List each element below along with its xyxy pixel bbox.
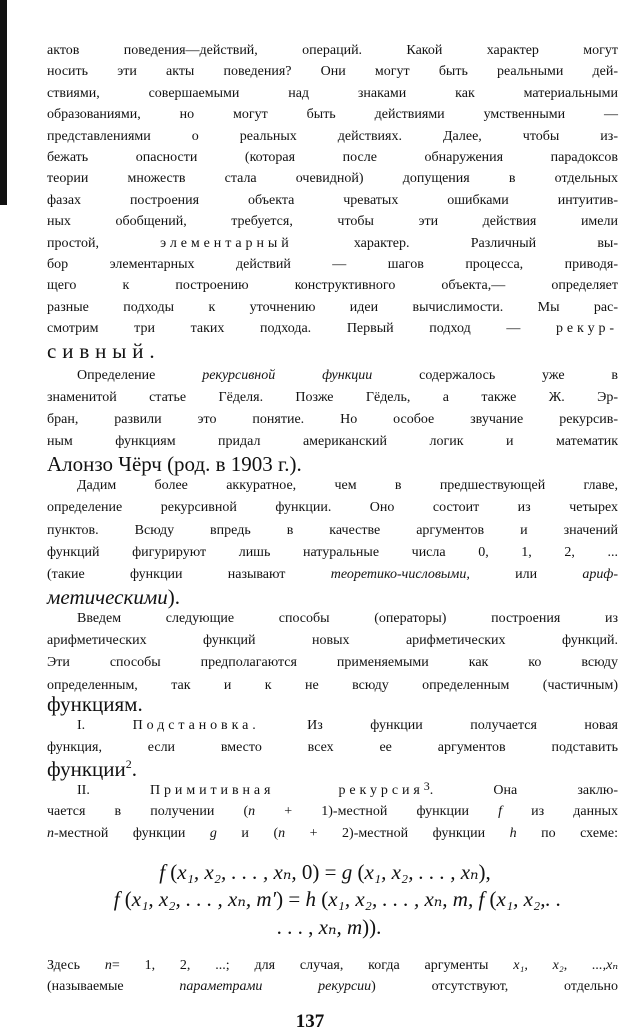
text-run: функций фигурируют лишь натуральные числа 0, 1, 2, ... <box>47 545 618 560</box>
text-line <box>47 430 618 454</box>
text-run: ствиями, совершаемыми над знаками как материальными <box>47 86 618 101</box>
text-run: содержалось уже в <box>372 368 619 383</box>
text-run: арифметических функций новых арифметических функций. <box>47 633 618 648</box>
italic-text: f <box>113 887 120 911</box>
text-line <box>47 692 618 716</box>
text-run: -местной функции <box>54 826 210 841</box>
text-run: (такие функции называют <box>47 567 331 582</box>
text-run: 0) = <box>296 860 342 884</box>
formula-line <box>55 887 620 911</box>
text-run: бран, развили это понятие. Но особое звучание рекурсив- <box>47 412 618 427</box>
text-run: + 1)-местной функции <box>255 804 499 819</box>
text-run: ) = <box>276 887 306 911</box>
italic-text: h <box>305 887 316 911</box>
text-line <box>47 585 618 609</box>
spaced-text: Подстановка. <box>132 718 260 733</box>
text-run: определение рекурсивной функции. Оно состоит из четырех <box>47 500 618 515</box>
formula-line <box>110 860 540 884</box>
text-run: ( <box>352 860 365 884</box>
text-line <box>47 519 618 543</box>
italic-text: xₙ, m <box>318 915 363 939</box>
text-line <box>47 822 618 846</box>
text-run: (называемые <box>47 979 180 994</box>
text-run: функция, если вместо всех ее аргументов подставить <box>47 740 618 755</box>
text-run: фазах построения объекта чреватых ошибками интуитив- <box>47 193 618 208</box>
text-run: носить эти акты поведения? Они могут быть реальными дей- <box>47 64 618 79</box>
italic-text: x₁, x₂,. . <box>496 887 562 911</box>
text-run: ( <box>119 887 132 911</box>
italic-text: g <box>209 826 217 841</box>
text-run: ). <box>167 585 180 609</box>
text-line <box>47 757 618 781</box>
text-line <box>47 317 618 341</box>
italic-text: n <box>104 958 112 973</box>
italic-text: n <box>47 826 54 841</box>
text-line <box>47 714 618 738</box>
text-line <box>47 339 618 363</box>
italic-text: метическими <box>47 585 168 609</box>
text-run: бор элементарных действий — шагов процесса, приводя- <box>47 257 618 272</box>
text-run: ( <box>315 887 329 911</box>
spaced-text: рекур- <box>556 321 618 336</box>
text-line <box>47 274 618 298</box>
text-run: чается в получении ( <box>47 804 249 819</box>
text-run: . <box>131 757 137 781</box>
footnote-ref: 3 <box>423 779 430 793</box>
text-line <box>47 496 618 520</box>
text-line <box>47 60 618 84</box>
italic-text: n <box>278 826 286 841</box>
text-line <box>47 800 618 824</box>
text-run: определенным, так и к не всюду определенным (частичным) <box>47 678 618 693</box>
text-line <box>47 975 618 999</box>
text-run: Здесь <box>47 958 105 973</box>
text-run: актов поведения—действий, операций. Какой характер могут <box>47 43 618 58</box>
text-run: теории множеств стала очевидной) допущения в отдельных <box>47 171 618 186</box>
footnote-ref: 2 <box>125 757 132 771</box>
text-line <box>47 408 618 432</box>
text-run: ных обобщений, требуется, чтобы эти действия имели <box>47 214 618 229</box>
italic-text: теоретико-числовыми, <box>330 567 470 582</box>
italic-text: x₁, x₂, . . . , xₙ, m′ <box>131 887 277 911</box>
page-edge-shadow <box>0 0 7 205</box>
text-line <box>47 651 618 675</box>
italic-text: x₁, x₂, ...,xₙ <box>513 958 618 973</box>
text-run: ным функциям придал американский логик и математик <box>47 434 618 449</box>
italic-text: ариф- <box>582 567 618 582</box>
text-run: Из функции получается новая <box>259 718 618 733</box>
text-run: ( <box>484 887 497 911</box>
text-line <box>47 541 618 565</box>
italic-text: x₁, x₂, . . . , xₙ <box>364 860 479 884</box>
text-run: ), <box>478 860 491 884</box>
spaced-text: Примитивная рекурсия <box>149 783 424 798</box>
italic-text: g <box>341 860 353 884</box>
spaced-text: элементарный <box>160 236 293 251</box>
text-line <box>47 607 618 631</box>
italic-text: параметрами рекурсии <box>179 979 372 994</box>
text-run: образованиями, но могут быть действиями умственными — <box>47 107 618 122</box>
text-run: Определение <box>77 368 203 383</box>
text-line <box>47 474 618 498</box>
text-line <box>47 103 618 127</box>
text-run: щего к построению конструктивного объекта,— определяет <box>47 278 618 293</box>
italic-text: рекурсивной функции <box>202 368 373 383</box>
text-line <box>47 452 618 476</box>
text-run: II. <box>77 783 150 798</box>
text-run: ) отсутствуют, отдельно <box>371 979 618 994</box>
text-line <box>47 386 618 410</box>
text-run: Введем следующие способы (операторы) построения из <box>77 611 618 626</box>
text-run: по схеме: <box>516 826 618 841</box>
text-line <box>47 364 618 388</box>
text-run: и ( <box>216 826 279 841</box>
text-run: представлениями о реальных действиях. Далее, чтобы из- <box>47 129 618 144</box>
text-line <box>47 210 618 234</box>
italic-text: n <box>248 804 256 819</box>
italic-text: f <box>159 860 166 884</box>
text-run: Дадим более аккуратное, чем в предшествующей главе, <box>77 478 618 493</box>
text-run: I. <box>77 718 133 733</box>
italic-text: h <box>509 826 517 841</box>
text-run: смотрим три таких подхода. Первый подход — <box>47 321 556 336</box>
text-run: функциям. <box>47 692 143 716</box>
text-run: из данных <box>501 804 618 819</box>
spaced-text: сивный <box>47 339 150 363</box>
text-run: Эти способы предполагаются применяемыми как ко всюду <box>47 655 618 670</box>
text-run: ( <box>165 860 178 884</box>
page-number: 137 <box>295 1011 325 1032</box>
text-run: или <box>469 567 583 582</box>
text-run: Алонзо Чёрч (род. в 1903 г.). <box>47 452 302 476</box>
text-run: простой, <box>47 236 161 251</box>
text-run: бежать опасности (которая после обнаружения парадоксов <box>47 150 618 165</box>
text-line <box>47 629 618 653</box>
text-run: знаменитой статье Гёделя. Позже Гёдель, а также Ж. Эр- <box>47 390 618 405</box>
text-run: + 2)-местной функции <box>285 826 510 841</box>
text-run: разные подходы к уточнению идеи вычислимости. Мы рас- <box>47 300 618 315</box>
text-run: характер. Различный вы- <box>292 236 619 251</box>
text-run: )). <box>362 915 382 939</box>
italic-text: f <box>498 804 502 819</box>
text-run: . <box>149 339 155 363</box>
text-run: пунктов. Всюду впредь в качестве аргументов и значений <box>47 523 618 538</box>
formula-line <box>273 915 385 939</box>
text-run: функции <box>47 757 126 781</box>
text-run: . . . , <box>276 915 319 939</box>
italic-text: x₁, x₂, . . . , xₙ, m, f <box>328 887 485 911</box>
italic-text: x₁, x₂, . . . , xₙ, <box>177 860 297 884</box>
text-line <box>47 167 618 191</box>
text-line <box>47 563 618 587</box>
text-run: . Она заклю- <box>429 783 618 798</box>
text-run: = 1, 2, ...; для случая, когда аргументы <box>111 958 514 973</box>
